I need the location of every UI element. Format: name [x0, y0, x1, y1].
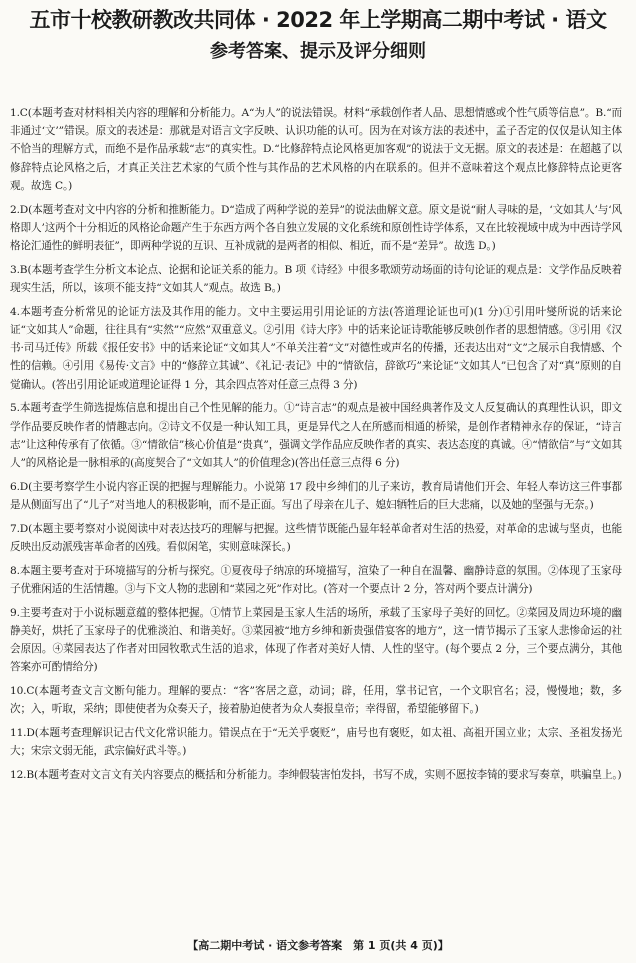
answer-item-4: 4.本题考查分析常见的论证方法及其作用的能力。文中主要运用引用论证的方法(答道理论证也可)(1 分)①引用叶燮所说的话来论证“文如其人”命题，往往具有“实然”“应然”双重意义。②引用《诗大序》中的话来论证诗歌能够反映创作者的思想情感。③引用《汉书·司马迁传》所载《报任安书》中的话来论证“文如其人”不单关注着“文”对德性或声名的传播，还表达出对“文”之展示自我情感、个性的信赖。④引用《易传·文言》中的“修辞立其诚”、《礼记·表记》中的“情欲信，辞欲巧”来论证“文如其人”已包含了对“真”原则的自觉确认。(答出引用论证或道理论证得 1 分，其余四点答对任意三点得 3 分)	[10, 305, 622, 391]
answer-item-3: 3.B(本题考查学生分析文本论点、论据和论证关系的能力。B 项《诗经》中很多歌颂劳动场面的诗句论证的观点是：文学作品反映着现实生活，所以，该项不能支持“文如其人”观点。故选 B。)	[10, 263, 622, 295]
answer-item-1: 1.C(本题考查对材料相关内容的理解和分析能力。A“为人”的说法错误。材料“承载创作者人品、思想情感或个性气质等信息”。B.“而非通过‘文’”错误。原文的表述是：那就是对语言文字反映、认识功能的认可。因为在对该方法的表述中，孟子否定的仅仅是认知主体不恰当的理解方式，而绝不是作品承载“志”的真实性。D.“比修辞特点论风格更加客观”的说法于文无据。原文的表述是：在超越了以修辞特点论风格之后，才真正关注艺术家的气质个性与其作品的艺术风格的内在联系的。但并不意味着这个观点比修辞特点论更客观。故选 C。)	[10, 107, 622, 192]
page-subtitle: 参考答案、提示及评分细则	[210, 41, 426, 62]
answer-item-8: 8.本题主要考查对于环境描写的分析与探究。①夏夜母子纳凉的环境描写，渲染了一种自在温馨、幽静诗意的氛围。②体现了玉家母子优雅闲适的生活情趣。③与下文人物的悲剧和“菜园之死”作对比。(答对一个要点计 2 分，答对两个要点计满分)	[10, 564, 622, 596]
answer-item-5: 5.本题考查学生筛选提炼信息和提出自己个性见解的能力。①“诗言志”的观点是被中国经典著作及文人反复确认的真理性认识，即文学作品要反映作者的情趣志向。②诗文不仅是一种认知工具，更是异代之人在所感而相通的桥梁，是创作者精神永存的保证，“诗言志”让这种传承有了依循。③“情欲信”核心价值是“贵真”，强调文学作品应反映作者的真实、表达态度的真诚。④“情欲信”与“文如其人”的风格论是一脉相承的(高度契合了“文如其人”的价值理念)(答出任意三点得 6 分)	[10, 402, 622, 470]
answer-item-12: 12.B(本题考查对文言文有关内容要点的概括和分析能力。李绅假装害怕发抖，书写不成，实则不愿按李锜的要求写奏章，哄骗皇上。)	[10, 769, 622, 782]
answer-item-7: 7.D(本题主要考察对小说阅读中对表达技巧的理解与把握。这些情节既能凸显年轻革命者对生活的热爱，对革命的忠诚与坚贞，也能反映出反动派残害革命者的凶残。看似闲笔，实则意味深长。)	[10, 522, 622, 554]
page-footer: 【高二期中考试 · 语文参考答案 第 1 页(共 4 页)】	[187, 939, 449, 952]
answer-item-2: 2.D(本题考查对文中内容的分析和推断能力。D“造成了两种学说的差异”的说法曲解文意。原文是说“耐人寻味的是，‘文如其人’与‘风格即人’这两个十分相近的风格论命题产生于东西方两个各自独立发展的文化系统和原创性诗学体系，又在比较视域中成为中西诗学风格论汇通性的鲜明表征”，即两种学说的互识、互补成就的是两者的相似、相近，而不是“差异”。故选 D。)	[10, 203, 622, 253]
answer-list	[10, 104, 622, 790]
answer-item-9: 9.主要考查对于小说标题意蕴的整体把握。①情节上菜园是玉家人生活的场所，承载了玉家母子美好的回忆。②菜园及周边环境的幽静美好，烘托了玉家母子的优雅淡泊、和谐美好。③菜园被“地方乡绅和新贵强借宴客的地方”，这一情节揭示了玉家人悲惨命运的社会原因。④菜园表达了作者对田园牧歌式生活的追求，体现了作者对美好人情、人性的坚守。(每个要点 2 分，三个要点满分，其他答案亦可酌情给分)	[10, 606, 622, 674]
answer-item-6: 6.D(主要考察学生小说内容正误的把握与理解能力。小说第 17 段中乡绅们的儿子来访，教育局请他们开会、年轻人奉访这三件事都是从侧面写出了“儿子”对当地人的积极影响，而不是正面。写出了母亲在儿子、媳妇牺牲后的巨大悲痛，以及她的坚强与无奈。)	[10, 480, 622, 512]
page-title: 五市十校教研教改共同体 · 2022 年上学期高二期中考试 · 语文	[29, 8, 607, 32]
answer-item-10: 10.C(本题考查文言文断句能力。理解的要点：“客”客居之意，动词；辟，任用，掌书记官，一个文职官名；浸，慢慢地；数，多次；入，听取，采纳；即使使者为众奏天子，接着胁迫使者为众人奏报皇帝；幸得留，希望能够留下。)	[10, 685, 622, 716]
answer-item-11: 11.D(本题考查理解识记古代文化常识能力。错误点在于“无关乎褒贬”，庙号也有褒贬，如太祖、高祖开国立业；太宗、圣祖发扬光大；宋宗文弱无能，武宗偏好武斗等。)	[10, 727, 622, 758]
